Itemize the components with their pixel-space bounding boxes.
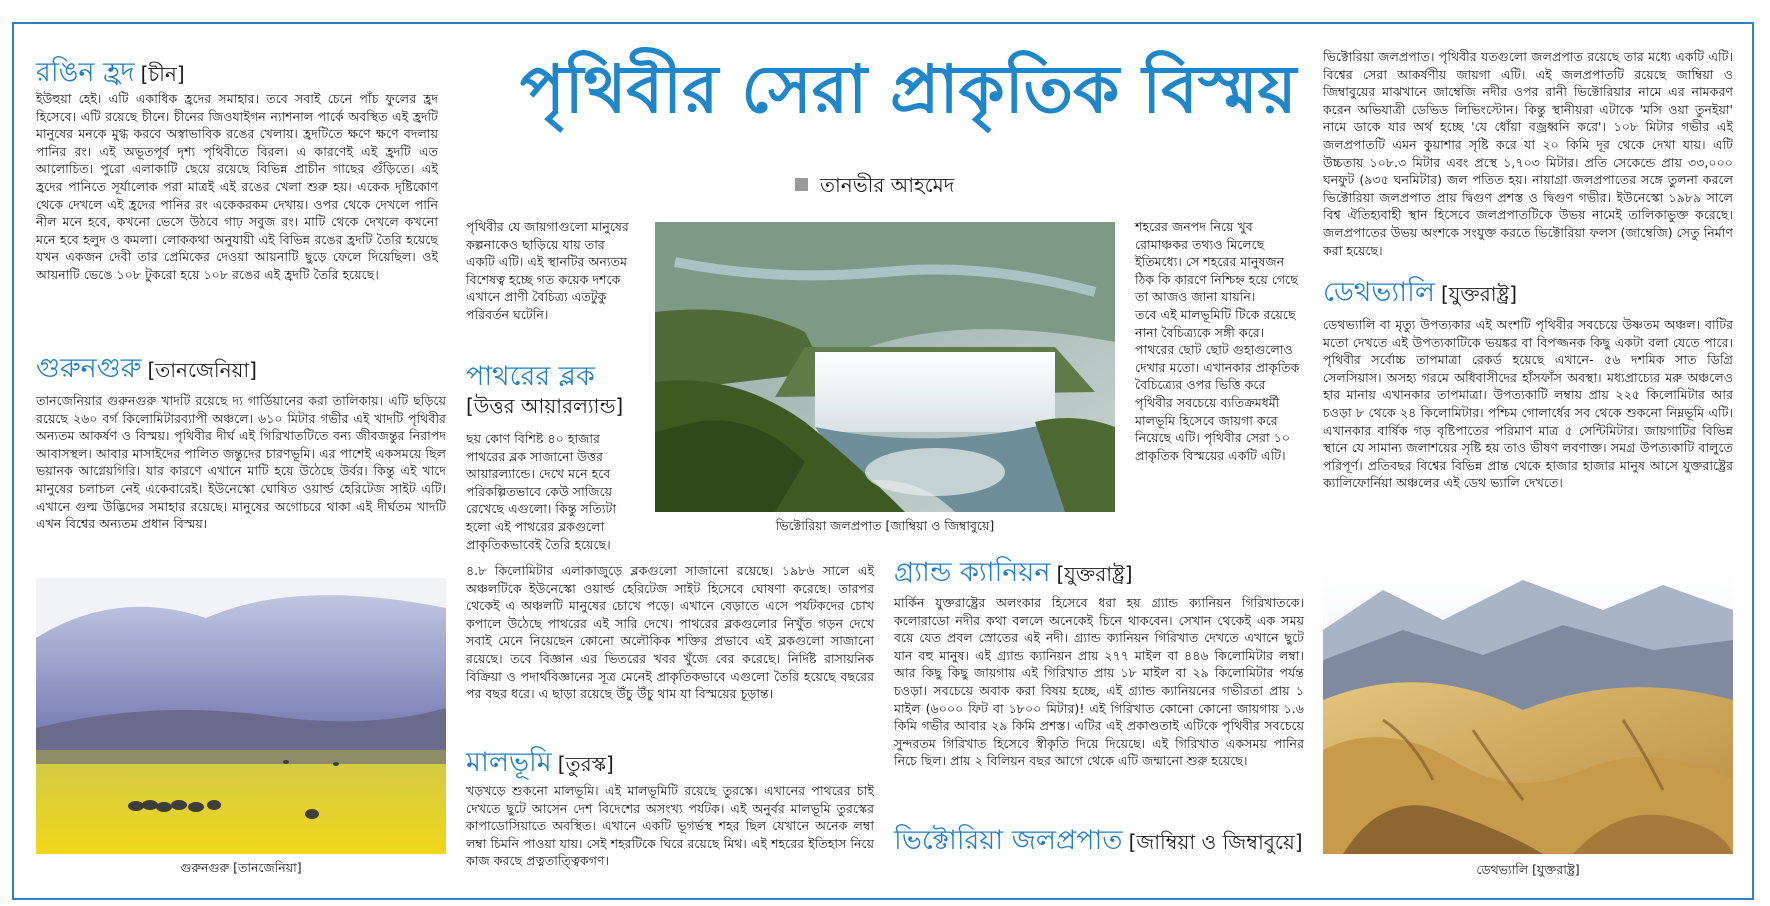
heading-gurungoro-place: [তানজেনিয়া] [147, 358, 257, 382]
heading-victoria-place: [জাম্বিয়া ও জিম্বাবুয়ে] [1128, 830, 1303, 854]
heading-death-place: [যুক্তরাষ্ট্র] [1440, 282, 1518, 306]
page-title: পৃথিবীর সেরা প্রাকৃতিক বিস্ময় [520, 51, 1297, 128]
heading-malbhumi-title: মালভূমি [466, 747, 552, 778]
heading-death-title: ডেথভ্যালি [1323, 277, 1435, 308]
square-bullet-icon [795, 178, 808, 191]
heading-victoria [894, 824, 1303, 859]
death-body: ডেথভ্যালি বা মৃত্যু উপত্যকার এই অংশটি পৃথিবীর সবচেয়ে উষ্ণতম অঞ্চল। বাটির মতো দেখতে এই উপত্যকাটিকে ভয়ঙ্কর বা বিপজ্জনক কিছু একটা বলা যেতে পারে। পৃথিবীর সর্বোচ্চ তাপমাত্রা রেকর্ড হয়েছে এখানে- ৫৬ দশমিক সাত ডিগ্রি সেলসিয়াস। অসহ্য গরমে অধিবাসীদের হাঁসফাঁস অবস্থা। মধ্যপ্রাচ্যের মরু অঞ্চলেও হার মানায় এখানকার তাপমাত্রা। উপত্যকাটি লম্বায় প্রায় ২২৫ কিলোমিটার আর চওড়া ৮ থেকে ২৪ কিলোমিটার। পশ্চিম গোলার্ধের সব থেকে শুকনো নিম্নভূমি এটি। এখানকার বার্ষিক গড় বৃষ্টিপাতের পরিমাণ মাত্র ৫ সেন্টিমিটার। জায়গাটির বিভিন্ন স্থানে যে সামান্য জলাশয়ের সৃষ্টি হয় তাও ভীষণ লবণাক্ত। সমগ্র উপত্যকাটি বালুতে পরিপূর্ণ। প্রতিবছর বিশ্বের বিভিন্ন প্রান্ত থেকে হাজার হাজার মানুষ আসে যুক্তরাষ্ট্রের ক্যালিফোর্নিয়া অঞ্চলের এই ডেথ ভ্যালি দেখতে। [1323, 317, 1733, 491]
pathor-place: [উত্তর আয়ারল্যান্ড] [466, 394, 624, 418]
heading-death [1323, 276, 1517, 311]
pathor-body-narrow: ছয় কোণ বিশিষ্ট ৪০ হাজার পাথরের ব্লক সাজানো উত্তর আয়ারল্যান্ডে। দেখে মনে হবে পরিকল্পিতভাবে কেউ সাজিয়ে রেখেছে এগুলো। কিন্তু সত্যিটা হলো এই পাথরের ব্লকগুলো প্রাকৃতিকভাবেই তৈরি হয়েছে। [466, 431, 617, 552]
center-right-body: শহরের জনপদ নিয়ে খুব রোমাঞ্চকর তথ্যও মিলেছে ইতিমধ্যে। সে শহরের মানুষজন ঠিক কি কারণে নিশ্চিহ্ন হয়ে গেছে তা আজও জানা যায়নি। তবে এই মালভূমিটি টিকে রয়েছে নানা বৈচিত্র্যকে সঙ্গী করে। পাথরের ছোট ছোট গুহাগুলোও দেখার মতো। এখানকার প্রাকৃতিক বৈচিত্র্যের ওপর ভিত্তি করে পৃথিবীর সবচেয়ে ব্যতিক্রমধর্মী মালভূমি হিসেবে জায়গা করে নিয়েছে এটি। পৃথিবীর সেরা ১০ প্রাকৃতিক বিস্ময়ের একটি এটি। [1135, 219, 1300, 463]
gurungoro-photo [36, 578, 446, 854]
death-photo [1323, 570, 1733, 854]
victoria-photo [655, 222, 1115, 512]
heading-grand-title: গ্র্যান্ড ক্যানিয়ন [894, 557, 1051, 588]
grand-body: মার্কিন যুক্তরাষ্ট্রের অলংকার হিসেবে ধরা হয় গ্র্যান্ড ক্যানিয়ন গিরিখাতকে। কলোরাডো নদীর কথা বললে অনেকেই চিনে থাকবেন। সেখান থেকেই এক সময় বয়ে যেত প্রবল স্রোতের এই নদী। গ্র্যান্ড ক্যানিয়ন গিরিখাত দেখতে এখানে ছুটে যান বহু মানুষ। এই গ্র্যান্ড ক্যানিয়ন প্রায় ২৭৭ মাইল বা ৪৪৬ কিলোমিটার লম্বা। আর কিছু কিছু জায়গায় এই গিরিখাত প্রায় ১৮ মাইল বা ২৯ কিলোমিটার পর্যন্ত চওড়া। সবচেয়ে অবাক করা বিষয় হচ্ছে, এই গ্র্যান্ড ক্যানিয়নের গভীরতা প্রায় ১ মাইল (৬০০০ ফিট বা ১৮০০ মিটার)! এই গিরিখাত কোনো কোনো জায়গায় ১.৬ কিমি গভীর আবার ২৯ কিমি প্রশস্ত। এটির এই প্রকাণ্ডতাই এটিকে পৃথিবীর সবচেয়ে সুন্দরতম গিরিখাত হিসেবে স্বীকৃতি দিয়ে দিয়েছে। এই গিরিখাত একসময় পানির নিচে ছিল। প্রায় ২ বিলিয়ন বছর আগে থেকে এটি জন্মানো শুরু হয়েছে। [894, 595, 1304, 769]
heading-gurungoro-title: গুরুনগুরু [36, 353, 142, 384]
heading-rongin [36, 56, 185, 91]
heading-malbhumi [466, 746, 614, 781]
rongin-body: ইউহুয়া হেই। এটি একাধিক হ্রদের সমাহার। তবে সবাই চেনে পাঁচ ফুলের হ্রদ হিসেবে। এটি রয়েছে চীনে। চীনের জিওযাইগন ন্যাশনাল পার্কে অবস্থিত এই হ্রদটি মানুষের মনকে মুগ্ধ করবে অস্বাভাবিক রঙের খেলায়। হ্রদটিতে ক্ষণে ক্ষণে বদলায় পানির রং। এই অভূতপূর্ব দৃশ্য পৃথিবীতে বিরল। এ কারণেই এই হ্রদটি এত আলোচিত। পুরো এলাকাটি ছেয়ে রয়েছে বিভিন্ন প্রাচীন গাছের গুঁড়িতে। এই হ্রদের পানিতে সূর্যালোক পরা মাত্রই এই রঙের খেলা শুরু হয়। একেক দৃষ্টিকোণ থেকে দেখলে এই হ্রদের পানির রং একেকরকম দেখায়। ওপর থেকে দেখলে পানি নীল মনে হবে, কখনো ভেসে উঠবে গাঢ় সবুজ রং। মাটি থেকে দেখলে কখনো মনে হবে হলুদ ও কমলা। লোককথা অনুযায়ী এই বিভিন্ন রঙের হ্রদটি তৈরি হয়েছে যখন একজন দেবী তার প্রেমিকের দেওয়া আয়নাটি ছুড়ে ফেলে দিয়েছিল। ওই আয়নাটি ভেঙে ১০৮ টুকরো হয়ে ১০৮ রঙের এই হ্রদটি তৈরি হয়েছে। [36, 91, 438, 282]
pathor-body-wide: ৪.৮ কিলোমিটার এলাকাজুড়ে ব্লকগুলো সাজানো রয়েছে। ১৯৮৬ সালে এই অঞ্চলটিকে ইউনেস্কো ওয়ার্ল্ড হেরিটেজ সাইট হিসেবে ঘোষণা করেছে। তারপর থেকেই এ অঞ্চলটি মানুষের চোখে পড়ে। এখানে বেড়াতে এসে পর্যটকদের চোখ কপালে উঠেছে পাথরের এই সারি দেখে। পাথরের ব্লকগুলোর নিখুঁত গড়ন দেখে সবাই মেনে নিয়েছেন কোনো অলৌকিক শক্তির প্রভাবে এই ব্লকগুলো সাজানো রয়েছে। তবে বিজ্ঞান এর ভিতরের খবর খুঁজে বের করেছে। নির্দিষ্ট রাসায়নিক বিক্রিয়া ও পদার্থবিজ্ঞানের সূত্র মেনেই প্রাকৃতিকভাবে এগুলো তৈরি হয়েছে বছরের পর বছর ধরে। এ ছাড়া রয়েছে উঁচু উঁচু থাম যা বিস্ময়ের চূড়ান্ত। [466, 563, 874, 702]
heading-rongin-title: রঙিন হ্রদ [36, 57, 135, 88]
victoria-photo-caption: ভিক্টোরিয়া জলপ্রপাত [জাম্বিয়া ও জিম্বাবুয়ে] [775, 518, 995, 533]
gurungoro-body: তানজেনিয়ার গুরুনগুরু খাদটি রয়েছে দ্য গার্ডিয়ানের করা তালিকায়। এটি ছড়িয়ে রয়েছে ২৬০ বর্গ কিলোমিটারব্যাপী অঞ্চলে। ৬১০ মিটার গভীর এই খাদটি পৃথিবীর অন্যতম আকর্ষণ ও বিস্ময়। পৃথিবীর দীর্ঘ এই গিরিখাতটিতে বন্য জীবজন্তুর নিরাপদ আবাসস্থল। আবার মাসাইদের পালিত জন্তুদের চারণভূমি। এর পাশেই একসময়ে ছিল ভয়ানক আগ্নেয়গিরি। যার কারণে এখানে মাটি হয়ে উঠেছে উর্বর। কিন্তু এই খাদে মানুষের চলাচল নেই একেবারেই। ইউনেস্কো ঘোষিত ওয়ার্ল্ড হেরিটেজ সাইট এটি। এখানে গুল্ম উদ্ভিদের সমাহার রয়েছে। মানুষের অগোচরে থাকা এই দীর্ঘতম খাদটি এখন বিশ্বের অন্যতম প্রধান বিস্ময়। [36, 393, 446, 532]
victoria-body: ভিক্টোরিয়া জলপ্রপাত। পৃথিবীর যতগুলো জলপ্রপাত রয়েছে তার মধ্যে একটি এটি। বিশ্বের সেরা আকর্ষণীয় জায়গা এটি। এই জলপ্রপাতটি রয়েছে জাম্বিয়া ও জিম্বাবুয়ের মাঝখানে জাম্বেজি নদীর ওপর রানী ভিক্টোরিয়ার নামে এর নামকরণ করেন অভিযাত্রী ডেভিড লিভিংস্টোন। কিন্তু স্থানীয়রা এটাকে 'মসি ওয়া তুনইয়া' নামে ডাকে যার অর্থ হচ্ছে 'যে ধোঁয়া বজ্রধ্বনি করে'। ১০৮ মিটার গভীর এই জলপ্রপাতটি এমন কুয়াশার সৃষ্টি করে যা ২০ কিমি দূর থেকে দেখা যায়। এটি উচ্চতায় ১০৮.৩ মিটার এবং প্রস্থে ১,৭০৩ মিটার। প্রতি সেকেন্ডে প্রায় ৩৩,০০০ ঘনফুট (৯৩৫ ঘনমিটার) জল পতিত হয়। নায়াগ্রা জলপ্রপাতের সঙ্গে তুলনা করলে ভিক্টোরিয়া জলপ্রপাত প্রায় দ্বিগুণ প্রশস্ত ও দ্বিগুণ গভীর। ইউনেস্কো ১৯৮৯ সালে বিশ্ব ঐতিহ্যবাহী স্থান হিসেবে জলপ্রপাতটিকে উভয় নামেই তালিকাভুক্ত করেছে। জলপ্রপাতের উভয় অংশকে সংযুক্ত করতে ভিক্টোরিয়া ফলস (জাম্বেজি) সেতু নির্মাণ করা হয়েছে। [1323, 49, 1733, 258]
author-name: তানভীর আহমেদ [820, 173, 955, 197]
heading-pathor [466, 360, 595, 394]
heading-pathor-title: পাথরের ব্লক [466, 361, 595, 392]
heading-malbhumi-place: [তুরস্ক] [557, 752, 614, 776]
heading-victoria-title: ভিক্টোরিয়া জলপ্রপাত [894, 825, 1123, 856]
heading-gurungoro [36, 352, 257, 387]
gurungoro-caption: গুরুনগুরু [তানজেনিয়া] [180, 860, 302, 875]
heading-rongin-place: [চীন] [140, 62, 185, 86]
heading-grand [894, 556, 1133, 591]
intro-body: পৃথিবীর যে জায়গাগুলো মানুষের কল্পনাকেও ছাড়িয়ে যায় তার একটি এটি। এই স্থানটির অন্যতম বিশেষত্ব হচ্ছে গত কয়েক দশকে এখানে প্রাণী বৈচিত্র্য এতটুকু পরিবর্তন ঘটেনি। [466, 219, 629, 322]
author-byline [795, 172, 954, 198]
death-caption: ডেথভ্যালি [যুক্তরাষ্ট্র] [1476, 862, 1580, 877]
heading-grand-place: [যুক্তরাষ্ট্র] [1056, 562, 1133, 586]
malbhumi-body: খড়খড়ে শুকনো মালভূমি। এই মালভূমিটি রয়েছে তুরস্কে। এখানের পাথরের চাই দেখতে ছুটে আসেন দেশ বিদেশের অসংখ্য পর্যটক। এই অনুর্বর মালভূমি তুরস্কের কাপাডোসিয়াতে অবস্থিত। এখানে একটি ভূগর্ভস্থ শহর ছিল যেখানে অনেক লম্বা লম্বা চিমনি পাওয়া যায়। সেই শহরটিকে ঘিরে রয়েছে মিথ। এই শহরের ইতিহাস নিয়ে কাজ করছে প্রত্নতাত্ত্বিকগণ। [466, 783, 874, 869]
